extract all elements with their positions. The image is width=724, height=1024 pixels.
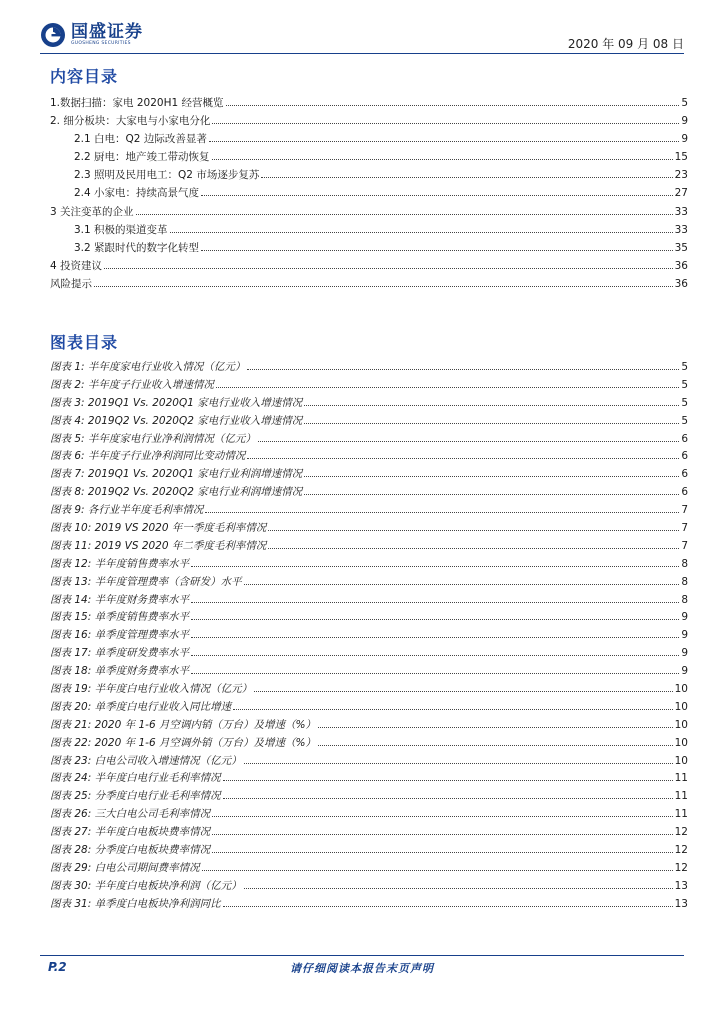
dot-leader (223, 780, 673, 781)
figure-entry[interactable] (50, 860, 688, 878)
figure-entry-page: 12 (674, 844, 688, 857)
figure-entry[interactable] (50, 645, 688, 663)
page-header (0, 0, 724, 58)
figure-entry-page: 7 (681, 504, 688, 517)
figure-entry-page: 5 (681, 361, 688, 373)
toc-entry-label: 2.3 照明及民用电工：Q2 市场逐步复苏 (74, 169, 260, 182)
logo-text (71, 23, 143, 47)
figure-entry-page: 10 (674, 718, 688, 731)
dot-leader (136, 214, 673, 215)
toc-entry-page: 33 (674, 223, 688, 236)
figure-entry[interactable] (50, 735, 688, 753)
figure-entry-label: 图表 3: 2019Q1 Vs. 2020Q1 家电行业收入增速情况 (50, 396, 303, 409)
figure-entry-label: 图表 27: 半年度白电板块费率情况 (50, 826, 211, 839)
figure-entry[interactable] (50, 592, 688, 610)
toc-entry-label: 2.2 厨电：地产竣工带动恢复 (74, 151, 210, 164)
figure-entry[interactable] (50, 413, 688, 431)
figure-entry-label: 图表 24: 半年度白电行业毛利率情况 (50, 772, 221, 785)
toc-entry-page: 9 (681, 133, 688, 146)
toc-entry[interactable] (50, 130, 688, 148)
figure-entry-page: 9 (681, 665, 688, 678)
figure-entry-label: 图表 15: 单季度销售费率水平 (50, 611, 190, 624)
toc-entry[interactable] (50, 184, 688, 202)
figure-entry-label: 图表 12: 半年度销售费率水平 (50, 557, 190, 570)
figure-entry[interactable] (50, 538, 688, 556)
dot-leader (226, 105, 680, 106)
figure-entry-page: 5 (681, 414, 688, 427)
figure-entry-label: 图表 26: 三大白电公司毛利率情况 (50, 808, 211, 821)
page-number: P.2 (48, 960, 67, 974)
figure-entry-page: 9 (681, 647, 688, 660)
dot-leader (223, 906, 673, 907)
toc-entry-label: 4 投资建议 (50, 259, 103, 272)
toc-entry[interactable] (50, 203, 688, 221)
figure-entry[interactable] (50, 377, 688, 395)
dot-leader (191, 566, 679, 567)
dot-leader (191, 637, 679, 638)
figure-entry-label: 图表 16: 单季度管理费率水平 (50, 629, 190, 642)
dot-leader (304, 423, 679, 424)
toc-entry-label: 3.2 紧跟时代的数字化转型 (74, 241, 200, 254)
footer-divider (40, 955, 684, 956)
dot-leader (223, 798, 673, 799)
figure-entry[interactable] (50, 609, 688, 627)
figure-entry-label: 图表 14: 半年度财务费率水平 (50, 593, 190, 606)
toc-entry-label: 3.1 积极的渠道变革 (74, 223, 168, 236)
dot-leader (170, 232, 673, 233)
toc-entry-page: 33 (674, 205, 688, 218)
figure-entry-label: 图表 8: 2019Q2 Vs. 2020Q2 家电行业利润增速情况 (50, 486, 303, 499)
toc-entry[interactable] (50, 239, 688, 257)
dot-leader (201, 195, 673, 196)
figure-entry-page: 8 (681, 575, 688, 588)
figure-entry[interactable] (50, 824, 688, 842)
dot-leader (212, 816, 673, 817)
dot-leader (244, 763, 673, 764)
figure-entry-label: 图表 10: 2019 VS 2020 年一季度毛利率情况 (50, 522, 267, 535)
toc-entry[interactable] (50, 94, 688, 112)
toc-entry-page: 15 (674, 151, 688, 164)
figure-entry-label: 图表 13: 半年度管理费率（含研发）水平 (50, 575, 242, 588)
toc-list (50, 94, 688, 293)
toc-entry-page: 23 (674, 169, 688, 182)
figure-entry-label: 图表 1: 半年度家电行业收入情况（亿元） (50, 361, 246, 373)
figure-entry-label: 图表 20: 单季度白电行业收入同比增速 (50, 700, 232, 713)
dot-leader (244, 888, 673, 889)
dot-leader (233, 709, 673, 710)
header-divider (40, 53, 684, 54)
figure-entry-label: 图表 5: 半年度家电行业净利润情况（亿元） (50, 432, 256, 445)
dot-leader (212, 159, 673, 160)
figure-entry-label: 图表 30: 半年度白电板块净利润（亿元） (50, 879, 242, 892)
toc-entry-page: 9 (681, 115, 688, 128)
figure-entry-label: 图表 18: 单季度财务费率水平 (50, 665, 190, 678)
figure-entry-page: 13 (674, 879, 688, 892)
figure-entry-label: 图表 28: 分季度白电板块费率情况 (50, 844, 211, 857)
figure-entry[interactable] (50, 788, 688, 806)
figure-entry-page: 12 (674, 861, 688, 874)
figure-entry-page: 10 (674, 754, 688, 767)
dot-leader (209, 141, 679, 142)
figure-list-title: 图表目录 (50, 333, 119, 352)
figure-entry-page: 6 (681, 432, 688, 445)
figure-entry-page: 8 (681, 593, 688, 606)
figure-entry-label: 图表 9: 各行业半年度毛利率情况 (50, 504, 204, 517)
figure-entry-page: 9 (681, 611, 688, 624)
dot-leader (258, 441, 679, 442)
figure-entry[interactable] (50, 896, 688, 914)
figure-entry-page: 7 (681, 539, 688, 552)
figure-entry[interactable] (50, 502, 688, 520)
dot-leader (94, 286, 673, 287)
dot-leader (304, 405, 679, 406)
toc-entry-label: 1.数据扫描：家电 2020H1 经营概览 (50, 97, 224, 109)
toc-entry[interactable] (50, 148, 688, 166)
figure-entry-label: 图表 29: 白电公司期间费率情况 (50, 861, 200, 874)
figure-entry[interactable] (50, 448, 688, 466)
dot-leader (191, 619, 679, 620)
toc-entry[interactable] (50, 257, 688, 275)
dot-leader (318, 727, 673, 728)
figure-entry-label: 图表 25: 分季度白电行业毛利率情况 (50, 790, 221, 803)
figure-entry[interactable] (50, 878, 688, 896)
dot-leader (244, 584, 680, 585)
dot-leader (268, 548, 679, 549)
figure-entry-page: 5 (681, 378, 688, 391)
toc-entry-label: 2. 细分板块：大家电与小家电分化 (50, 115, 211, 128)
figure-entry[interactable] (50, 395, 688, 413)
figure-entry[interactable] (50, 556, 688, 574)
dot-leader (191, 673, 679, 674)
figure-entry-label: 图表 17: 单季度研发费率水平 (50, 647, 190, 660)
figure-entry-page: 11 (674, 790, 688, 803)
toc-entry-page: 36 (674, 277, 688, 290)
toc-entry[interactable] (50, 112, 688, 130)
figure-entry-label: 图表 31: 单季度白电板块净利润同比 (50, 897, 221, 910)
figure-entry[interactable] (50, 627, 688, 645)
figure-entry-page: 8 (681, 557, 688, 570)
logo-english: GUOSHENG SECURITIES (71, 41, 131, 46)
dot-leader (318, 745, 673, 746)
dot-leader (212, 852, 673, 853)
figure-entry[interactable] (50, 466, 688, 484)
dot-leader (191, 655, 679, 656)
figure-entry-page: 10 (674, 683, 688, 696)
figure-entry-page: 5 (681, 396, 688, 409)
toc-entry-label: 2.1 白电：Q2 边际改善显著 (74, 133, 207, 146)
figure-entry-page: 6 (681, 468, 688, 481)
figure-entry[interactable] (50, 681, 688, 699)
dot-leader (261, 177, 672, 178)
toc-title: 内容目录 (50, 67, 119, 86)
toc-entry-label: 3 关注变革的企业 (50, 205, 134, 218)
figure-entry[interactable] (50, 770, 688, 788)
figure-entry[interactable] (50, 574, 688, 592)
dot-leader (202, 870, 673, 871)
figure-entry-label: 图表 22: 2020 年 1-6 月空调外销（万台）及增速（%） (50, 736, 316, 749)
figure-entry-page: 10 (674, 736, 688, 749)
dot-leader (191, 602, 679, 603)
dot-leader (201, 250, 673, 251)
toc-entry-page: 36 (674, 259, 688, 272)
figure-entry-label: 图表 4: 2019Q2 Vs. 2020Q2 家电行业收入增速情况 (50, 414, 303, 427)
figure-entry-label: 图表 2: 半年度子行业收入增速情况 (50, 378, 214, 391)
figure-entry[interactable] (50, 699, 688, 717)
figure-entry-page: 13 (674, 897, 688, 910)
dot-leader (254, 691, 673, 692)
dot-leader (212, 834, 673, 835)
toc-entry[interactable] (50, 221, 688, 239)
dot-leader (268, 530, 679, 531)
toc-entry-page: 27 (674, 187, 688, 200)
dot-leader (304, 494, 679, 495)
dot-leader (205, 512, 679, 513)
figure-entry-page: 11 (674, 772, 688, 785)
figure-entry[interactable] (50, 753, 688, 771)
figure-entry[interactable] (50, 359, 688, 377)
toc-entry[interactable] (50, 275, 688, 293)
figure-entry-page: 12 (674, 826, 688, 839)
figure-entry[interactable] (50, 842, 688, 860)
toc-entry-page: 5 (681, 97, 688, 109)
figure-entry-label: 图表 19: 半年度白电行业收入情况（亿元） (50, 683, 253, 696)
figure-entry-page: 6 (681, 486, 688, 499)
figure-entry[interactable] (50, 806, 688, 824)
dot-leader (304, 476, 679, 477)
figure-entry[interactable] (50, 717, 688, 735)
dot-leader (247, 369, 679, 370)
toc-entry[interactable] (50, 166, 688, 184)
figure-entry[interactable] (50, 484, 688, 502)
figure-entry[interactable] (50, 663, 688, 681)
figure-entry-label: 图表 6: 半年度子行业净利润同比变动情况 (50, 450, 246, 463)
figure-entry-page: 7 (681, 522, 688, 535)
figure-entry-label: 图表 7: 2019Q1 Vs. 2020Q1 家电行业利润增速情况 (50, 468, 303, 481)
figure-entry[interactable] (50, 520, 688, 538)
toc-entry-label: 风险提示 (50, 277, 92, 290)
figure-entry-label: 图表 11: 2019 VS 2020 年二季度毛利率情况 (50, 539, 267, 552)
dot-leader (212, 123, 679, 124)
logo-name: 国盛证券 (71, 22, 143, 42)
figure-entry-page: 9 (681, 629, 688, 642)
dot-leader (104, 268, 673, 269)
figure-entry-page: 11 (674, 808, 688, 821)
toc-entry-page: 35 (674, 241, 688, 254)
figure-entry-label: 图表 21: 2020 年 1-6 月空调内销（万台）及增速（%） (50, 718, 316, 731)
figure-entry-page: 6 (681, 450, 688, 463)
report-date: 2020 年 09 月 08 日 (567, 37, 684, 51)
toc-entry-label: 2.4 小家电：持续高景气度 (74, 187, 200, 200)
guosheng-logo-icon (40, 22, 66, 48)
figure-entry-page: 10 (674, 700, 688, 713)
figure-entry-label: 图表 23: 白电公司收入增速情况（亿元） (50, 754, 242, 767)
dot-leader (247, 458, 679, 459)
figure-entry[interactable] (50, 431, 688, 449)
figure-list (50, 359, 688, 914)
disclaimer-note: 请仔细阅读本报告末页声明 (290, 962, 434, 975)
dot-leader (216, 387, 679, 388)
logo (40, 22, 143, 48)
